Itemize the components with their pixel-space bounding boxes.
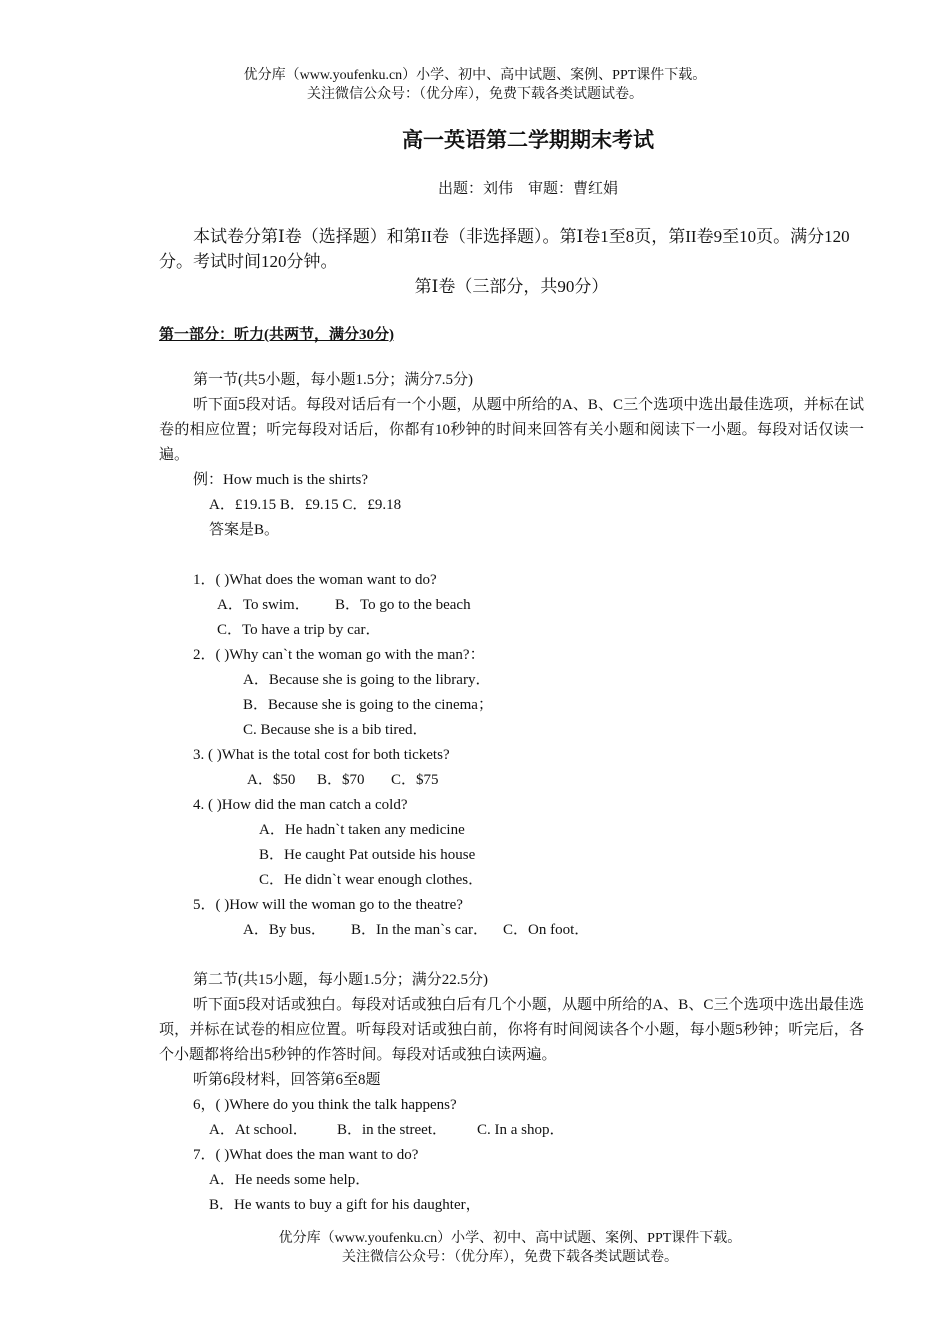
question-5-option-c: C．On foot． (503, 922, 590, 938)
section1-instructions: 听下面5段对话。每段对话后有一个小题，从题中所给的A、B、C三个选项中选出最佳选项，并标在试卷的相应位置；听完每段对话后，你都有10秒钟的时间来回答有关小题和阅读下一小题。每段对话仅读一遍。 (159, 397, 864, 463)
question-6-stem: 6，( )Where do you think the talk happens? (193, 1097, 457, 1113)
question-4-option-c: C．He didn`t wear enough clothes． (259, 872, 484, 888)
question-5-options (159, 918, 864, 943)
question-3-options (159, 768, 864, 793)
section2-title: 第二节(共15小题，每小题1.5分；满分22.5分) (193, 972, 488, 988)
question-3-option-b: B．$70 (317, 772, 365, 788)
section2-instructions: 听下面5段对话或独白。每段对话或独白后有几个小题，从题中所给的A、B、C三个选项中选出最佳选项，并标在试卷的相应位置。听每段对话或独白前，你将有时间阅读各个小题，每小题5秒钟；听完后，各个小题都将给出5秒钟的作答时间。每段对话或独白读两遍。 (159, 997, 864, 1063)
example-answer: 答案是B。 (209, 522, 280, 538)
header-line-2: 关注微信公众号：（优分库），免费下载各类试题试卷。 (307, 87, 643, 102)
spacer (159, 543, 864, 568)
intro-paragraph: 本试卷分第Ⅰ卷（选择题）和第II卷（非选择题）。第Ⅰ卷1至8页，第II卷9至10页。满分120分。考试时间120分钟。 (159, 227, 850, 271)
question-6-option-c: C. In a shop． (477, 1122, 565, 1138)
question-2-option-c: C. Because she is a bib tired． (243, 722, 428, 738)
header-line-1: 优分库（www.youfenku.cn）小学、初中、高中试题、案例、PPT课件下载。 (243, 68, 707, 83)
example-options: A．£19.15 B．£9.15 C．£9.18 (209, 497, 402, 513)
listening-section (159, 368, 864, 1218)
question-3-stem: 3. ( )What is the total cost for both tickets? (193, 747, 450, 763)
spacer (159, 943, 864, 968)
question-4-stem: 4. ( )How did the man catch a cold? (193, 797, 408, 813)
question-2-stem: 2．( )Why can`t the woman go with the man?： (193, 647, 485, 663)
question-2-option-a: A．Because she is going to the library． (243, 672, 491, 688)
question-1-stem: 1．( )What does the woman want to do? (193, 572, 437, 588)
question-1-option-a: A．To swim． (217, 597, 310, 613)
part1-heading: 第一部分：听力(共两节，满分30分) (159, 327, 394, 343)
question-1-options-ab (159, 593, 864, 618)
question-5-option-a: A．By bus． (243, 922, 326, 938)
question-3-option-a: A．$50 (247, 772, 296, 788)
question-4-option-a: A．He hadn`t taken any medicine (259, 822, 465, 838)
question-3-option-c: C．$75 (391, 772, 439, 788)
question-5-stem: 5．( )How will the woman go to the theatre? (193, 897, 463, 913)
section1-title: 第一节(共5小题，每小题1.5分；满分7.5分) (193, 372, 473, 388)
intro-block (159, 224, 864, 299)
footer-line-1: 优分库（www.youfenku.cn）小学、初中、高中试题、案例、PPT课件下载。 (278, 1231, 742, 1246)
question-1-option-c: C．To have a trip by car． (217, 622, 381, 638)
material-6-label: 听第6段材料，回答第6至8题 (193, 1072, 381, 1088)
page-title: 高一英语第二学期期末考试 (402, 128, 654, 152)
question-7-option-a: A．He needs some help． (209, 1172, 371, 1188)
question-6-options (159, 1118, 864, 1143)
question-6-option-b: B．in the street． (337, 1122, 447, 1138)
footer-line-2: 关注微信公众号：（优分库），免费下载各类试题试卷。 (342, 1250, 678, 1265)
question-4-option-b: B．He caught Pat outside his house (259, 847, 476, 863)
authors-line: 出题：刘伟 审题：曹红娟 (437, 181, 618, 197)
question-7-stem: 7．( )What does the man want to do? (193, 1147, 419, 1163)
question-7-option-b: B．He wants to buy a gift for his daughter， (209, 1197, 481, 1213)
question-5-option-b: B．In the man`s car． (351, 922, 489, 938)
question-1-option-b: B．To go to the beach (335, 597, 471, 613)
question-2-option-b: B．Because she is going to the cinema； (243, 697, 493, 713)
question-6-option-a: A．At school． (209, 1122, 308, 1138)
example-question: 例：How much is the shirts? (193, 472, 368, 488)
volume-heading: 第Ⅰ卷（三部分，共90分） (414, 277, 609, 296)
